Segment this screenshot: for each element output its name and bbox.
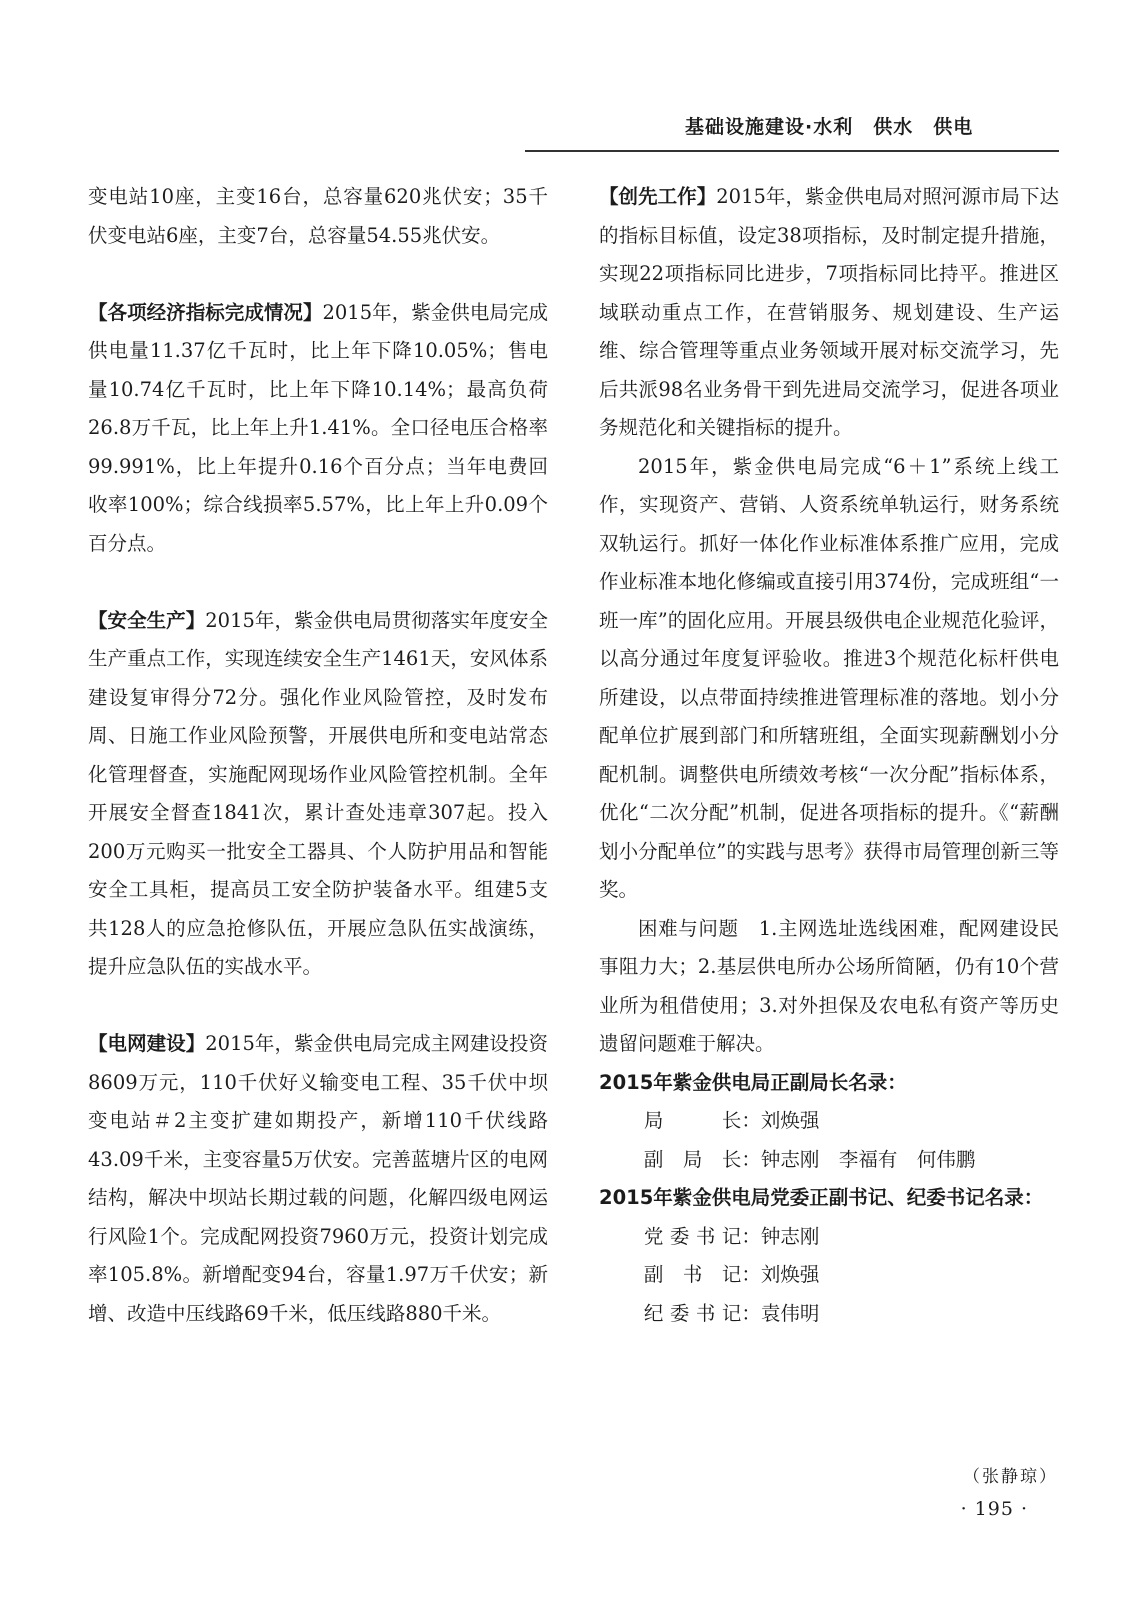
section-body: 2015年，紫金供电局完成供电量11.37亿千瓦时，比上年下降10.05%；售电量10.74亿千瓦时，比上年下降10.14%；最高负荷26.8万千瓦，比上年上升1.41%。全口径电压合格率99.991%，比上年提升0.16个百分点；当年电费回收率100%；综合线损率5.57%，比上年上升0.09个百分点。: [88, 300, 548, 555]
roster-row: 副书记：刘焕强: [599, 1256, 1059, 1295]
section-body: 2015年，紫金供电局完成主网建设投资8609万元，110千伏好义输变电工程、35千伏中坝变电站＃2主变扩建如期投产，新增110千伏线路43.09千米，主变容量5万伏安。完善蓝塘片区的电网结构，解决中坝站长期过载的问题，化解四级电网运行风险1个。完成配网投资7960万元，投资计划完成率105.8%。新增配变94台，容量1.97万千伏安；新增、改造中压线路69千米，低压线路880千米。: [88, 1032, 548, 1325]
section-economic-indicators: [88, 294, 548, 564]
section-safety-production: [88, 602, 548, 987]
section-body: 2015年，紫金供电局对照河源市局下达的指标目标值，设定38项指标，及时制定提升措施，实现22项指标同比进步，7项指标同比持平。推进区域联动重点工作，在营销服务、规划建设、生产运维、综合管理等重点业务领域开展对标交流学习，先后共派98名业务骨干到先进局交流学习，促进各项业务规范化和关键指标的提升。: [599, 185, 1059, 439]
roster-role: 纪委书记: [643, 1301, 742, 1325]
roster-party-title: 2015年紫金供电局党委正副书记、纪委书记名录：: [599, 1186, 1044, 1209]
section-body: 2015年，紫金供电局贯彻落实年度安全生产重点工作，实现连续安全生产1461天，安风体系建设复审得分72分。强化作业风险管控，及时发布周、日施工作业风险预警，开展供电所和变电站常态化管理督查，实施配网现场作业风险管控机制。全年开展安全督查1841次，累计查处违章307起。投入200万元购买一批安全工器具、个人防护用品和智能安全工具柜，提高员工安全防护装备水平。组建5支共128人的应急抢修队伍，开展应急队伍实战演练，提升应急队伍的实战水平。: [88, 608, 548, 978]
roster-name: 钟志刚: [760, 1224, 820, 1248]
roster-name: 刘焕强: [760, 1109, 820, 1132]
roster-role: 副局长: [643, 1147, 742, 1171]
section-gap: [88, 563, 548, 602]
roster-name: 刘焕强: [760, 1263, 820, 1286]
section-heading: 【创先工作】: [599, 185, 717, 208]
page-number: · 195 ·: [960, 1498, 1028, 1520]
systems-paragraph: 2015年，紫金供电局完成“6＋1”系统上线工作，实现资产、营销、人资系统单轨运行，财务系统双轨运行。抓好一体化作业标准体系推广应用，完成作业标准本地化修编或直接引用374份，完成班组“一班一库”的固化应用。开展县级供电企业规范化验评，以高分通过年度复评验收。推进3个规范化标杆供电所建设，以点带面持续推进管理标准的落地。划小分配单位扩展到部门和所辖班组，全面实现薪酬划小分配机制。调整供电所绩效考核“一次分配”指标体系，优化“二次分配”机制，促进各项指标的提升。《“薪酬划小分配单位”的实践与思考》获得市局管理创新三等奖。: [599, 454, 1059, 901]
right-column: [599, 178, 1059, 1333]
section-heading: 【电网建设】: [88, 1032, 206, 1055]
roster-row: 副局长：钟志刚 李福有 何伟鹏: [599, 1141, 1059, 1180]
section-benchmarking: [599, 178, 1059, 448]
section-grid-construction: [88, 1025, 548, 1333]
roster-name: 袁伟明: [760, 1301, 820, 1325]
section-heading: 【各项经济指标完成情况】: [88, 300, 323, 324]
roster-name: 钟志刚 李福有 何伟鹏: [760, 1147, 976, 1171]
section-heading: 【安全生产】: [88, 608, 206, 632]
intro-paragraph: 变电站10座，主变16台，总容量620兆伏安；35千伏变电站6座，主变7台，总容量54.55兆伏安。: [88, 185, 548, 247]
roster-row: 党委书记：钟志刚: [599, 1218, 1059, 1257]
left-column: [88, 178, 548, 1333]
section-gap: [88, 987, 548, 1026]
running-header: 基础设施建设·水利 供水 供电: [685, 116, 974, 138]
header-rule: [525, 150, 1059, 152]
difficulties-body: 1.主网选址选线困难，配网建设民事阻力大；2.基层供电所办公场所简陋，仍有10个营业所为租借使用；3.对外担保及农电私有资产等历史遗留问题难于解决。: [599, 916, 1059, 1055]
difficulties-paragraph: [599, 910, 1059, 1064]
roster-role: 党委书记: [643, 1224, 742, 1248]
author-credit: （张静琼）: [963, 1467, 1058, 1487]
roster-director-title: 2015年紫金供电局正副局长名录：: [599, 1070, 907, 1094]
roster-row: 局长：刘焕强: [599, 1102, 1059, 1141]
roster-row: 纪委书记：袁伟明: [599, 1295, 1059, 1334]
roster-role: 副书记: [643, 1263, 742, 1286]
roster-role: 局长: [643, 1109, 742, 1132]
difficulties-label: 困难与问题: [638, 916, 739, 940]
section-gap: [88, 255, 548, 294]
